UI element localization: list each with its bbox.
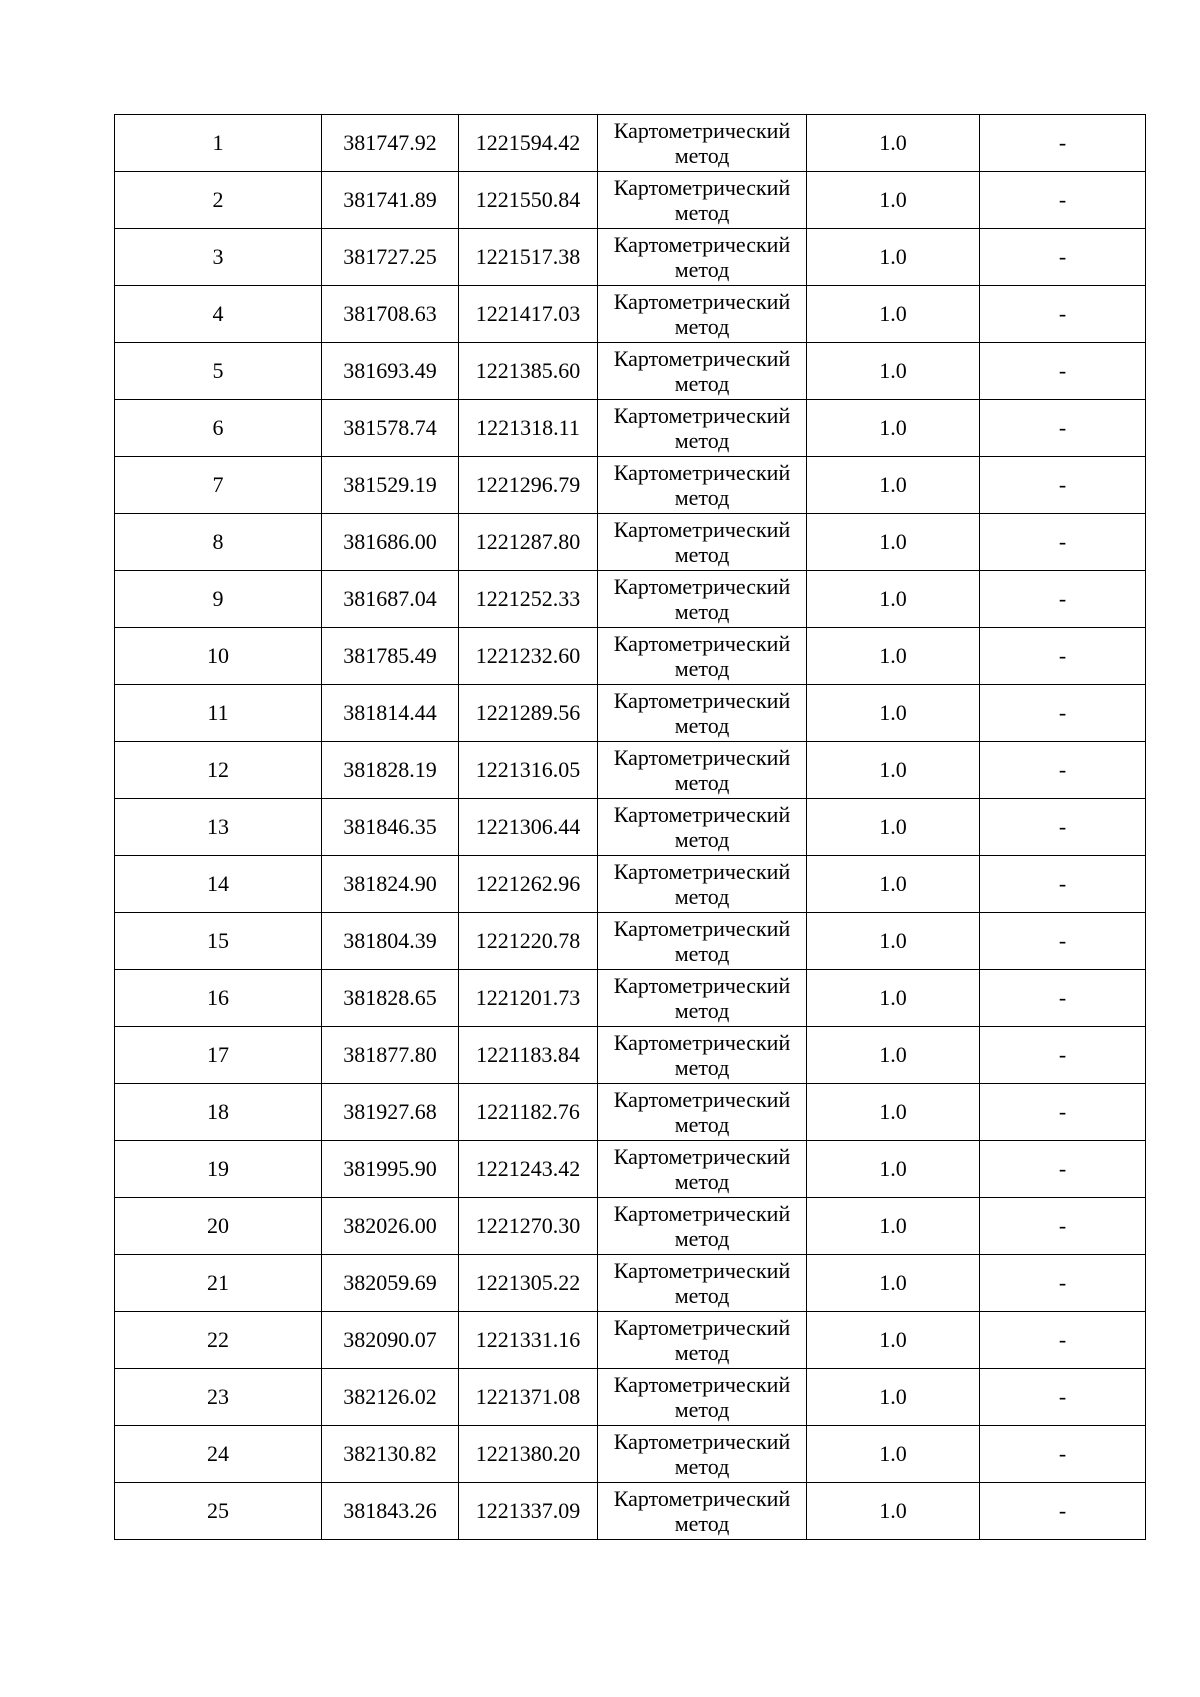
description-cell: - xyxy=(980,571,1146,628)
coordinate-x-cell: 382059.69 xyxy=(322,1255,459,1312)
coordinate-x-cell: 381927.68 xyxy=(322,1084,459,1141)
point-number-cell: 5 xyxy=(115,343,322,400)
description-cell: - xyxy=(980,514,1146,571)
coordinate-y-cell: 1221232.60 xyxy=(459,628,598,685)
coordinate-x-cell: 381846.35 xyxy=(322,799,459,856)
method-line-1: Картометрический xyxy=(613,516,791,542)
table-row xyxy=(115,172,1146,229)
coordinate-y-cell: 1221243.42 xyxy=(459,1141,598,1198)
accuracy-cell: 1.0 xyxy=(807,1027,980,1084)
description-cell: - xyxy=(980,457,1146,514)
coordinate-y-cell: 1221287.80 xyxy=(459,514,598,571)
point-number-cell: 20 xyxy=(115,1198,322,1255)
method-line-1: Картометрический xyxy=(613,573,791,599)
method-cell xyxy=(598,286,807,343)
point-number-cell: 13 xyxy=(115,799,322,856)
method-cell xyxy=(598,970,807,1027)
point-number-cell: 2 xyxy=(115,172,322,229)
method-line-2: метод xyxy=(674,542,730,567)
accuracy-cell: 1.0 xyxy=(807,115,980,172)
description-cell: - xyxy=(980,970,1146,1027)
method-cell xyxy=(598,1141,807,1198)
method-line-2: метод xyxy=(674,1454,730,1479)
description-cell: - xyxy=(980,1255,1146,1312)
point-number-cell: 1 xyxy=(115,115,322,172)
accuracy-cell: 1.0 xyxy=(807,1141,980,1198)
point-number-cell: 21 xyxy=(115,1255,322,1312)
method-cell xyxy=(598,400,807,457)
accuracy-cell: 1.0 xyxy=(807,856,980,913)
method-line-2: метод xyxy=(674,656,730,681)
table-row xyxy=(115,1084,1146,1141)
method-line-1: Картометрический xyxy=(613,1143,791,1169)
accuracy-cell: 1.0 xyxy=(807,172,980,229)
coordinate-y-cell: 1221183.84 xyxy=(459,1027,598,1084)
accuracy-cell: 1.0 xyxy=(807,1084,980,1141)
method-cell xyxy=(598,1426,807,1483)
table-row xyxy=(115,1369,1146,1426)
accuracy-cell: 1.0 xyxy=(807,343,980,400)
method-cell xyxy=(598,172,807,229)
method-cell xyxy=(598,1084,807,1141)
method-line-2: метод xyxy=(674,941,730,966)
method-line-1: Картометрический xyxy=(613,1086,791,1112)
table-row xyxy=(115,400,1146,457)
point-number-cell: 11 xyxy=(115,685,322,742)
coordinate-y-cell: 1221182.76 xyxy=(459,1084,598,1141)
method-cell xyxy=(598,799,807,856)
description-cell: - xyxy=(980,115,1146,172)
table-row xyxy=(115,742,1146,799)
description-cell: - xyxy=(980,628,1146,685)
point-number-cell: 24 xyxy=(115,1426,322,1483)
method-cell xyxy=(598,1255,807,1312)
coordinate-x-cell: 381727.25 xyxy=(322,229,459,286)
coordinate-y-cell: 1221331.16 xyxy=(459,1312,598,1369)
coordinate-x-cell: 382090.07 xyxy=(322,1312,459,1369)
method-line-2: метод xyxy=(674,314,730,339)
coordinates-table xyxy=(114,114,1146,1540)
description-cell: - xyxy=(980,1141,1146,1198)
accuracy-cell: 1.0 xyxy=(807,229,980,286)
accuracy-cell: 1.0 xyxy=(807,1369,980,1426)
point-number-cell: 10 xyxy=(115,628,322,685)
description-cell: - xyxy=(980,400,1146,457)
coordinate-x-cell: 382126.02 xyxy=(322,1369,459,1426)
method-line-2: метод xyxy=(674,1340,730,1365)
method-line-2: метод xyxy=(674,1112,730,1137)
point-number-cell: 8 xyxy=(115,514,322,571)
method-cell xyxy=(598,913,807,970)
description-cell: - xyxy=(980,1369,1146,1426)
accuracy-cell: 1.0 xyxy=(807,970,980,1027)
point-number-cell: 22 xyxy=(115,1312,322,1369)
method-line-2: метод xyxy=(674,998,730,1023)
table-row xyxy=(115,457,1146,514)
description-cell: - xyxy=(980,1198,1146,1255)
method-line-1: Картометрический xyxy=(613,1371,791,1397)
description-cell: - xyxy=(980,229,1146,286)
coordinates-table-body xyxy=(115,115,1146,1540)
table-row xyxy=(115,571,1146,628)
method-line-2: метод xyxy=(674,884,730,909)
point-number-cell: 6 xyxy=(115,400,322,457)
coordinate-x-cell: 381828.19 xyxy=(322,742,459,799)
coordinate-y-cell: 1221318.11 xyxy=(459,400,598,457)
method-cell xyxy=(598,685,807,742)
method-line-1: Картометрический xyxy=(613,1029,791,1055)
coordinate-x-cell: 381529.19 xyxy=(322,457,459,514)
description-cell: - xyxy=(980,742,1146,799)
method-cell xyxy=(598,343,807,400)
method-line-2: метод xyxy=(674,1511,730,1536)
coordinate-x-cell: 381843.26 xyxy=(322,1483,459,1540)
method-cell xyxy=(598,856,807,913)
coordinate-y-cell: 1221517.38 xyxy=(459,229,598,286)
coordinate-x-cell: 381877.80 xyxy=(322,1027,459,1084)
accuracy-cell: 1.0 xyxy=(807,1426,980,1483)
description-cell: - xyxy=(980,1312,1146,1369)
description-cell: - xyxy=(980,913,1146,970)
accuracy-cell: 1.0 xyxy=(807,799,980,856)
table-row xyxy=(115,1426,1146,1483)
accuracy-cell: 1.0 xyxy=(807,1255,980,1312)
method-line-2: метод xyxy=(674,1169,730,1194)
table-row xyxy=(115,628,1146,685)
point-number-cell: 12 xyxy=(115,742,322,799)
coordinate-y-cell: 1221380.20 xyxy=(459,1426,598,1483)
method-line-1: Картометрический xyxy=(613,1428,791,1454)
method-line-2: метод xyxy=(674,1397,730,1422)
method-line-2: метод xyxy=(674,713,730,738)
method-line-2: метод xyxy=(674,1283,730,1308)
description-cell: - xyxy=(980,286,1146,343)
accuracy-cell: 1.0 xyxy=(807,1198,980,1255)
point-number-cell: 25 xyxy=(115,1483,322,1540)
accuracy-cell: 1.0 xyxy=(807,742,980,799)
coordinate-x-cell: 382130.82 xyxy=(322,1426,459,1483)
method-cell xyxy=(598,1483,807,1540)
description-cell: - xyxy=(980,1426,1146,1483)
accuracy-cell: 1.0 xyxy=(807,571,980,628)
accuracy-cell: 1.0 xyxy=(807,514,980,571)
coordinate-x-cell: 381747.92 xyxy=(322,115,459,172)
method-cell xyxy=(598,229,807,286)
method-line-2: метод xyxy=(674,485,730,510)
method-cell xyxy=(598,1312,807,1369)
coordinate-y-cell: 1221371.08 xyxy=(459,1369,598,1426)
table-row xyxy=(115,343,1146,400)
point-number-cell: 15 xyxy=(115,913,322,970)
method-line-1: Картометрический xyxy=(613,687,791,713)
method-line-1: Картометрический xyxy=(613,174,791,200)
method-line-2: метод xyxy=(674,257,730,282)
coordinate-x-cell: 381804.39 xyxy=(322,913,459,970)
description-cell: - xyxy=(980,1027,1146,1084)
coordinate-y-cell: 1221220.78 xyxy=(459,913,598,970)
coordinate-x-cell: 381824.90 xyxy=(322,856,459,913)
method-line-1: Картометрический xyxy=(613,231,791,257)
method-cell xyxy=(598,628,807,685)
coordinate-x-cell: 381995.90 xyxy=(322,1141,459,1198)
description-cell: - xyxy=(980,799,1146,856)
table-row xyxy=(115,856,1146,913)
coordinate-y-cell: 1221594.42 xyxy=(459,115,598,172)
method-cell xyxy=(598,115,807,172)
point-number-cell: 23 xyxy=(115,1369,322,1426)
method-line-2: метод xyxy=(674,827,730,852)
table-row xyxy=(115,799,1146,856)
method-line-1: Картометрический xyxy=(613,1257,791,1283)
coordinate-y-cell: 1221417.03 xyxy=(459,286,598,343)
method-line-1: Картометрический xyxy=(613,459,791,485)
table-row xyxy=(115,685,1146,742)
point-number-cell: 9 xyxy=(115,571,322,628)
coordinate-x-cell: 381785.49 xyxy=(322,628,459,685)
accuracy-cell: 1.0 xyxy=(807,286,980,343)
method-line-1: Картометрический xyxy=(613,801,791,827)
coordinate-x-cell: 381708.63 xyxy=(322,286,459,343)
coordinate-y-cell: 1221385.60 xyxy=(459,343,598,400)
table-row xyxy=(115,286,1146,343)
coordinate-y-cell: 1221306.44 xyxy=(459,799,598,856)
coordinate-y-cell: 1221305.22 xyxy=(459,1255,598,1312)
table-row xyxy=(115,1141,1146,1198)
point-number-cell: 14 xyxy=(115,856,322,913)
method-line-1: Картометрический xyxy=(613,402,791,428)
method-line-1: Картометрический xyxy=(613,915,791,941)
coordinate-y-cell: 1221270.30 xyxy=(459,1198,598,1255)
coordinate-x-cell: 381687.04 xyxy=(322,571,459,628)
accuracy-cell: 1.0 xyxy=(807,457,980,514)
table-row xyxy=(115,1255,1146,1312)
method-cell xyxy=(598,1198,807,1255)
table-row xyxy=(115,229,1146,286)
accuracy-cell: 1.0 xyxy=(807,1312,980,1369)
coordinate-x-cell: 381578.74 xyxy=(322,400,459,457)
coordinate-y-cell: 1221316.05 xyxy=(459,742,598,799)
accuracy-cell: 1.0 xyxy=(807,685,980,742)
table-row xyxy=(115,913,1146,970)
method-line-2: метод xyxy=(674,1226,730,1251)
point-number-cell: 17 xyxy=(115,1027,322,1084)
table-row xyxy=(115,514,1146,571)
coordinate-x-cell: 381814.44 xyxy=(322,685,459,742)
coordinate-x-cell: 381686.00 xyxy=(322,514,459,571)
method-line-1: Картометрический xyxy=(613,1485,791,1511)
description-cell: - xyxy=(980,1483,1146,1540)
method-line-2: метод xyxy=(674,770,730,795)
point-number-cell: 19 xyxy=(115,1141,322,1198)
coordinate-x-cell: 381741.89 xyxy=(322,172,459,229)
method-cell xyxy=(598,1027,807,1084)
method-line-2: метод xyxy=(674,599,730,624)
coordinate-x-cell: 381693.49 xyxy=(322,343,459,400)
coordinate-y-cell: 1221550.84 xyxy=(459,172,598,229)
description-cell: - xyxy=(980,856,1146,913)
point-number-cell: 7 xyxy=(115,457,322,514)
method-line-1: Картометрический xyxy=(613,1200,791,1226)
method-cell xyxy=(598,1369,807,1426)
description-cell: - xyxy=(980,685,1146,742)
coordinate-x-cell: 382026.00 xyxy=(322,1198,459,1255)
table-row xyxy=(115,115,1146,172)
table-row xyxy=(115,1483,1146,1540)
table-row xyxy=(115,970,1146,1027)
method-line-1: Картометрический xyxy=(613,630,791,656)
method-line-1: Картометрический xyxy=(613,858,791,884)
point-number-cell: 3 xyxy=(115,229,322,286)
description-cell: - xyxy=(980,343,1146,400)
point-number-cell: 16 xyxy=(115,970,322,1027)
method-line-2: метод xyxy=(674,143,730,168)
method-line-1: Картометрический xyxy=(613,1314,791,1340)
table-row xyxy=(115,1198,1146,1255)
method-line-2: метод xyxy=(674,371,730,396)
method-line-1: Картометрический xyxy=(613,972,791,998)
coordinate-y-cell: 1221289.56 xyxy=(459,685,598,742)
coordinate-y-cell: 1221296.79 xyxy=(459,457,598,514)
method-cell xyxy=(598,742,807,799)
method-cell xyxy=(598,457,807,514)
coordinate-x-cell: 381828.65 xyxy=(322,970,459,1027)
accuracy-cell: 1.0 xyxy=(807,1483,980,1540)
method-line-1: Картометрический xyxy=(613,744,791,770)
coordinate-y-cell: 1221201.73 xyxy=(459,970,598,1027)
method-cell xyxy=(598,514,807,571)
point-number-cell: 18 xyxy=(115,1084,322,1141)
method-cell xyxy=(598,571,807,628)
table-row xyxy=(115,1312,1146,1369)
accuracy-cell: 1.0 xyxy=(807,400,980,457)
description-cell: - xyxy=(980,172,1146,229)
point-number-cell: 4 xyxy=(115,286,322,343)
accuracy-cell: 1.0 xyxy=(807,913,980,970)
description-cell: - xyxy=(980,1084,1146,1141)
coordinate-y-cell: 1221252.33 xyxy=(459,571,598,628)
method-line-2: метод xyxy=(674,200,730,225)
method-line-1: Картометрический xyxy=(613,117,791,143)
method-line-2: метод xyxy=(674,428,730,453)
method-line-2: метод xyxy=(674,1055,730,1080)
coordinate-y-cell: 1221262.96 xyxy=(459,856,598,913)
method-line-1: Картометрический xyxy=(613,345,791,371)
accuracy-cell: 1.0 xyxy=(807,628,980,685)
coordinate-y-cell: 1221337.09 xyxy=(459,1483,598,1540)
method-line-1: Картометрический xyxy=(613,288,791,314)
table-row xyxy=(115,1027,1146,1084)
